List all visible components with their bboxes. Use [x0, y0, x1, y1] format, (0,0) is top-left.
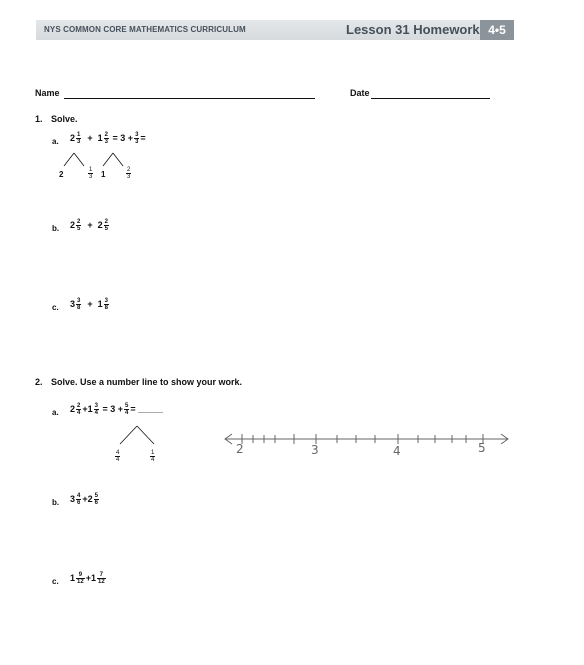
q1a-letter: a.	[52, 137, 59, 146]
q2a-split-frac-1: $\frac{4}{4}$	[116, 450, 120, 464]
q2-number: 2.	[35, 377, 43, 387]
q2a-expression: 2 $\frac{2}{4}$ +1 $\frac{3}{4}$ = 3 + $\frac{5}{4}$ = _____	[70, 403, 164, 416]
q1-prompt: Solve.	[51, 114, 78, 124]
q1a-expression: 2 $\frac{1}{3}$ + 1 $\frac{2}{3}$ = 3 + $\frac{3}{3}$ =	[70, 132, 146, 145]
q1a-split-frac-2: $\frac{2}{3}$	[127, 167, 131, 181]
name-line	[64, 98, 315, 99]
q1a-split-frac-1: $\frac{1}{3}$	[89, 167, 93, 181]
number-line-label-2: 2	[236, 442, 244, 456]
q2a-split-frac-2: $\frac{1}{4}$	[151, 450, 155, 464]
q1c-letter: c.	[52, 303, 59, 312]
date-label: Date	[350, 88, 370, 98]
q2c-letter: c.	[52, 577, 59, 586]
q1a-split-whole-2: 1	[101, 170, 106, 179]
number-line-label-3: 3	[311, 443, 319, 457]
q2-prompt: Solve. Use a number line to show your work.	[51, 377, 243, 387]
module-badge: 4•5	[480, 20, 514, 40]
q2b-letter: b.	[52, 498, 60, 507]
q1a-split-whole-1: 2	[59, 170, 64, 179]
number-line-label-4: 4	[393, 444, 401, 458]
number-line-label-5: 5	[478, 441, 486, 455]
q2c-expression: 1 $\frac{9}{12}$ +1 $\frac{7}{12}$	[70, 572, 105, 585]
lesson-title: Lesson 31 Homework	[346, 22, 480, 37]
curriculum-title: NYS COMMON CORE MATHEMATICS CURRICULUM	[44, 25, 246, 34]
q1-number: 1.	[35, 114, 43, 124]
q2a-letter: a.	[52, 408, 59, 417]
name-label: Name	[35, 88, 60, 98]
q1b-expression: 2 $\frac{2}{5}$ + 2 $\frac{2}{5}$	[70, 219, 109, 232]
date-line	[371, 98, 490, 99]
q2a-number-line	[222, 430, 512, 452]
q1b-letter: b.	[52, 224, 60, 233]
q2b-expression: 3 $\frac{4}{6}$ +2 $\frac{5}{6}$	[70, 493, 98, 506]
q2a-number-bond	[110, 424, 170, 448]
q1c-expression: 3 $\frac{3}{8}$ + 1 $\frac{3}{8}$	[70, 298, 109, 311]
